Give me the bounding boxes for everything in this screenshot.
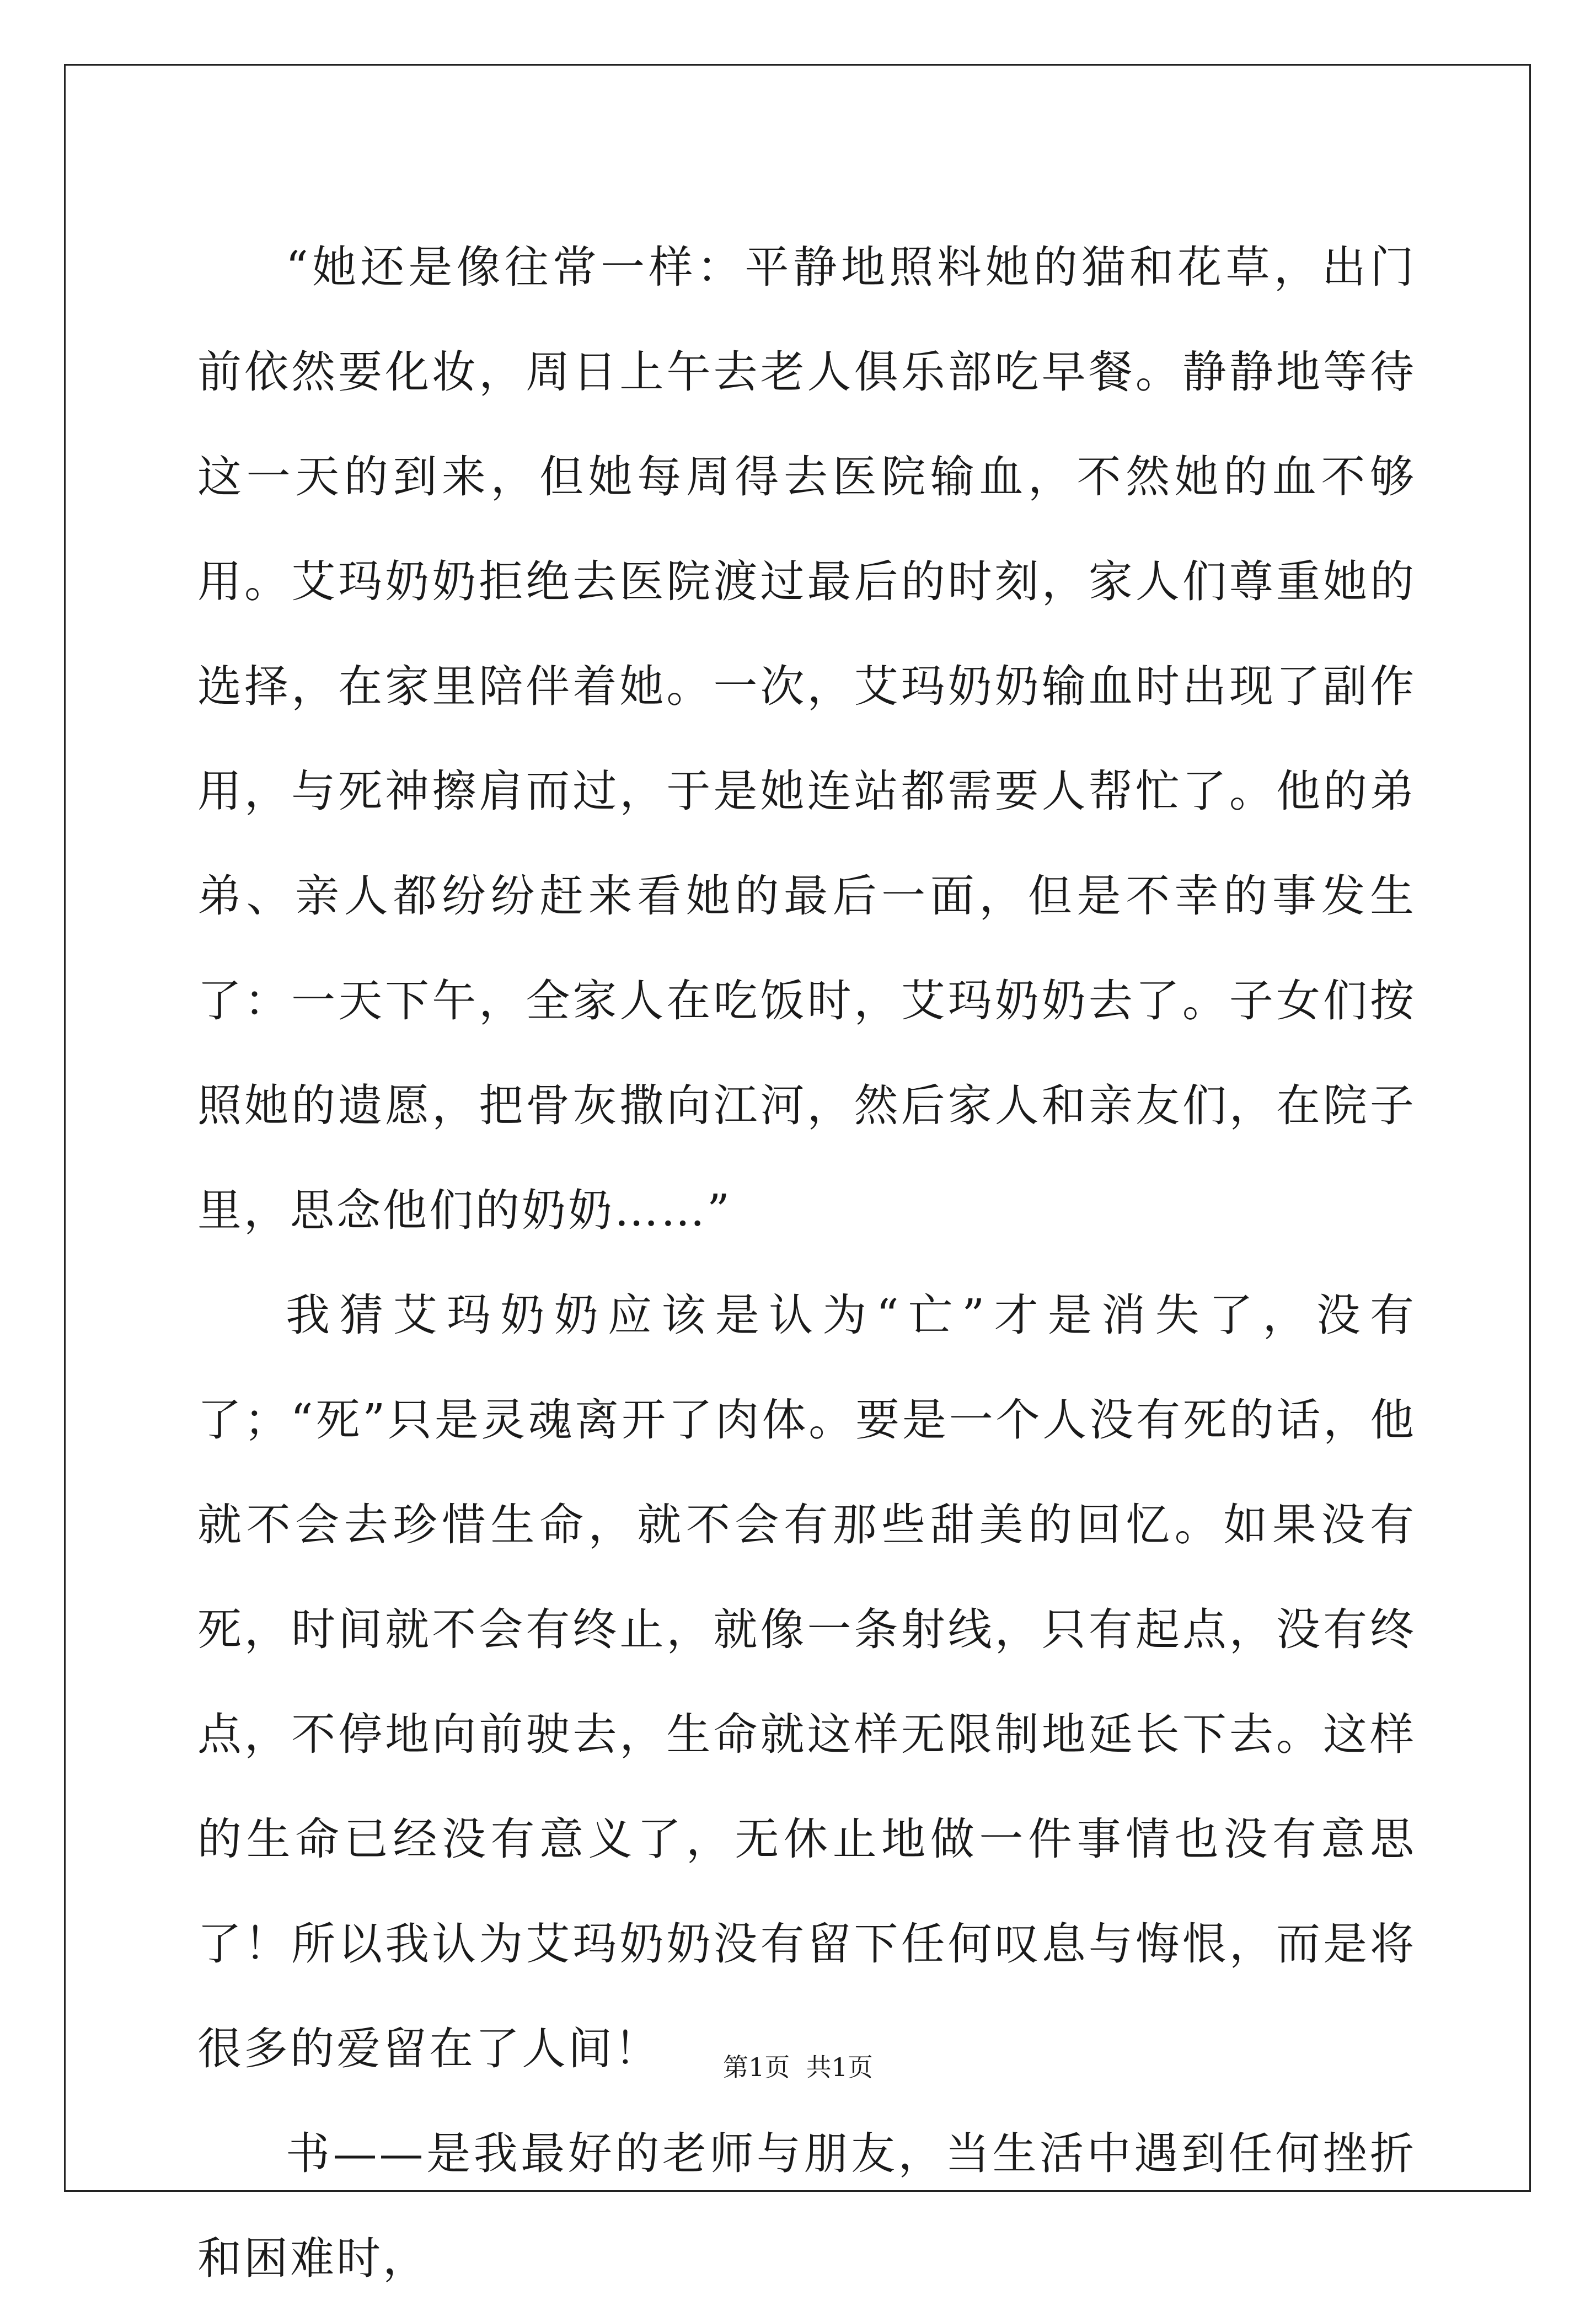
document-body (197, 215, 1416, 2311)
page-number-footer: 第1页 共1页 (723, 2052, 873, 2082)
paragraph-1: “她还是像往常一样：平静地照料她的猫和花草，出门前依然要化妆，周日上午去老人俱乐部吃早餐。静静地等待这一天的到来，但她每周得去医院输血，不然她的血不够用。艾玛奶奶拒绝去医院渡过最后的时刻，家人们尊重她的选择，在家里陪伴着她。一次，艾玛奶奶输血时出现了副作用，与死神擦肩而过，于是她连站都需要人帮忙了。他的弟弟、亲人都纷纷赶来看她的最后一面，但是不幸的事发生了：一天下午，全家人在吃饭时，艾玛奶奶去了。子女们按照她的遗愿，把骨灰撒向江河，然后家人和亲友们，在院子里，思念他们的奶奶……” (197, 242, 1416, 1236)
paragraph-3: 书——是我最好的老师与朋友，当生活中遇到任何挫折和困难时， (197, 2128, 1416, 2284)
paragraph-2: 我猜艾玛奶奶应该是认为“亡”才是消失了，没有了；“死”只是灵魂离开了肉体。要是一个人没有死的话，他就不会去珍惜生命，就不会有那些甜美的回忆。如果没有死，时间就不会有终止，就像一条射线，只有起点，没有终点，不停地向前驶去，生命就这样无限制地延长下去。这样的生命已经没有意义了，无休止地做一件事情也没有意思了！所以我认为艾玛奶奶没有留下任何叹息与悔恨，而是将很多的爱留在了人间！ (197, 1290, 1416, 2074)
